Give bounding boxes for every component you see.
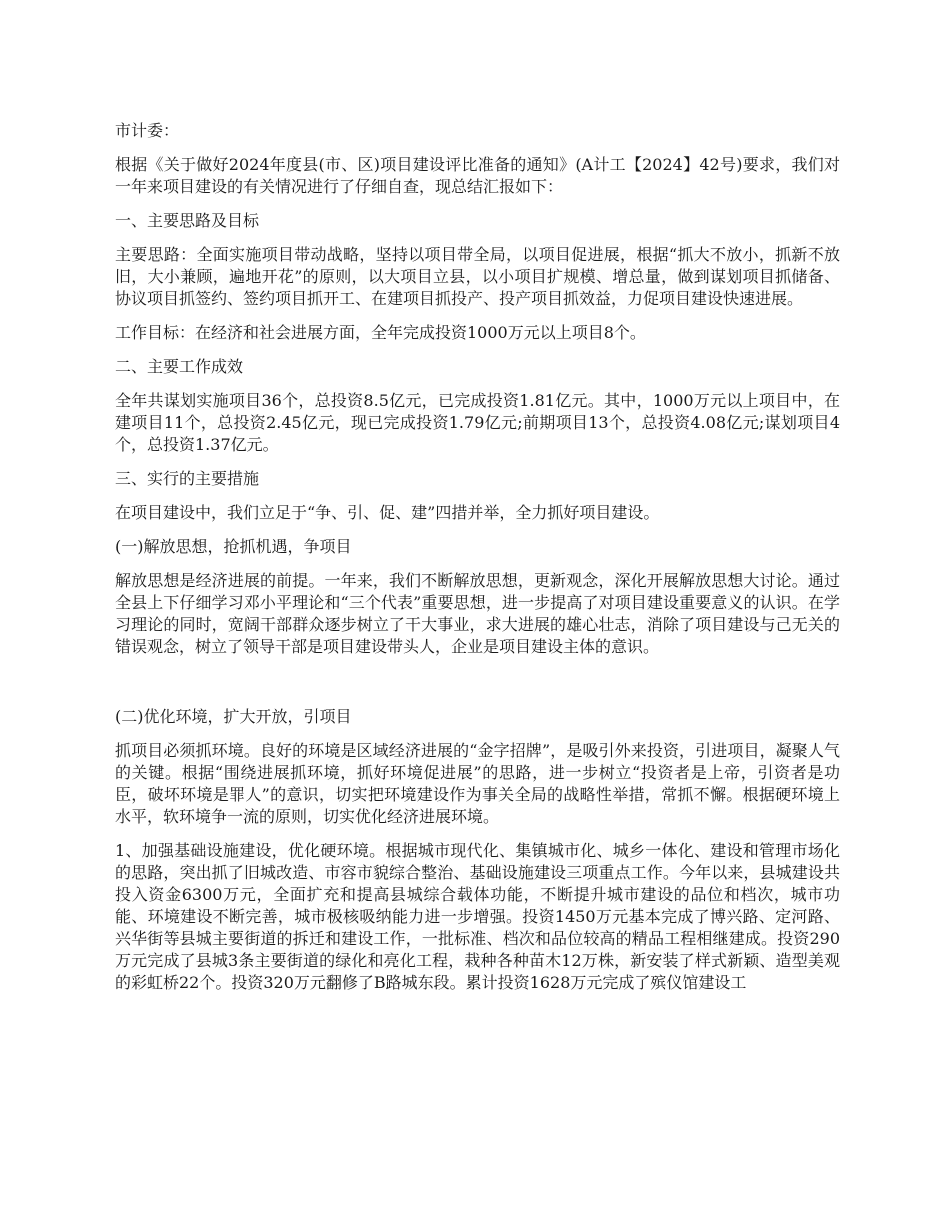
infrastructure-paragraph: 1、加强基础设施建设，优化硬环境。根据城市现代化、集镇城市化、城乡一体化、建设和管理市场化的思路，突出抓了旧城改造、市容市貌综合整治、基础设施建设三项重点工作。今年以来，县城建设共投入资金6300万元，全面扩充和提高县城综合载体功能，不断提升城市建设的品位和档次，城市功能、环境建设不断完善，城市极核吸纳能力进一步增强。投资1450万元基本完成了博兴路、定河路、兴华街等县城主要街道的拆迁和建设工作，一批标准、档次和品位较高的精品工程相继建成。投资290万元完成了县城3条主要街道的绿化和亮化工程，栽种各种苗木12万株，新安装了样式新颖、造型美观的彩虹桥22个。投资320万元翻修了B路城东段。累计投资1628万元完成了殡仪馆建设工 xyxy=(115,841,840,992)
measures-intro-paragraph: 在项目建设中，我们立足于“争、引、促、建”四措并举，全力抓好项目建设。 xyxy=(115,503,660,522)
section-heading-1: 一、主要思路及目标 xyxy=(115,211,260,230)
environment-paragraph: 抓项目必须抓环境。良好的环境是区域经济进展的“金字招牌”，是吸引外来投资，引进项目，凝聚人气的关键。根据“围绕进展抓环境，抓好环境促进展”的思路，进一步树立“投资者是上帝，引资者是功臣，破坏环境是罪人”的意识，切实把环境建设作为事关全局的战略性举措，常抓不懈。根据硬环境上水平，软环境争一流的原则，切实优化经济进展环境。 xyxy=(115,741,840,826)
subheading-1: (一)解放思想，抢抓机遇，争项目 xyxy=(115,537,352,556)
thought-paragraph: 解放思想是经济进展的前提。一年来，我们不断解放思想，更新观念，深化开展解放思想大讨论。通过全县上下仔细学习邓小平理论和“三个代表”重要思想，进一步提高了对项目建设重要意义的认识。在学习理论的同时，宽阔干部群众逐步树立了干大事业，求大进展的雄心壮志，消除了项目建设与己无关的错误观念，树立了领导干部是项目建设带头人，企业是项目建设主体的意识。 xyxy=(115,571,840,656)
subheading-2: (二)优化环境，扩大开放，引项目 xyxy=(115,707,352,726)
intro-paragraph: 根据《关于做好2024年度县(市、区)项目建设评比准备的通知》(A计工【2024】42号)要求，我们对一年来项目建设的有关情况进行了仔细自查，现总结汇报如下： xyxy=(115,155,840,196)
salutation: 市计委： xyxy=(115,121,180,140)
section-heading-2: 二、主要工作成效 xyxy=(115,357,244,376)
main-ideas-paragraph: 主要思路：全面实施项目带动战略，坚持以项目带全局，以项目促进展，根据“抓大不放小，抓新不放旧，大小兼顾，遍地开花”的原则，以大项目立县，以小项目扩规模、增总量，做到谋划项目抓储备、协议项目抓签约、签约项目抓开工、在建项目抓投产、投产项目抓效益，力促项目建设快速进展。 xyxy=(115,245,840,308)
results-paragraph: 全年共谋划实施项目36个，总投资8.5亿元，已完成投资1.81亿元。其中，1000万元以上项目中，在建项目11个，总投资2.45亿元，现已完成投资1.79亿元;前期项目13个，总投资4.08亿元;谋划项目4个，总投资1.37亿元。 xyxy=(115,391,840,454)
document-page xyxy=(115,120,840,1006)
work-goal-paragraph: 工作目标：在经济和社会进展方面，全年完成投资1000万元以上项目8个。 xyxy=(115,323,646,342)
section-heading-3: 三、实行的主要措施 xyxy=(115,469,260,488)
